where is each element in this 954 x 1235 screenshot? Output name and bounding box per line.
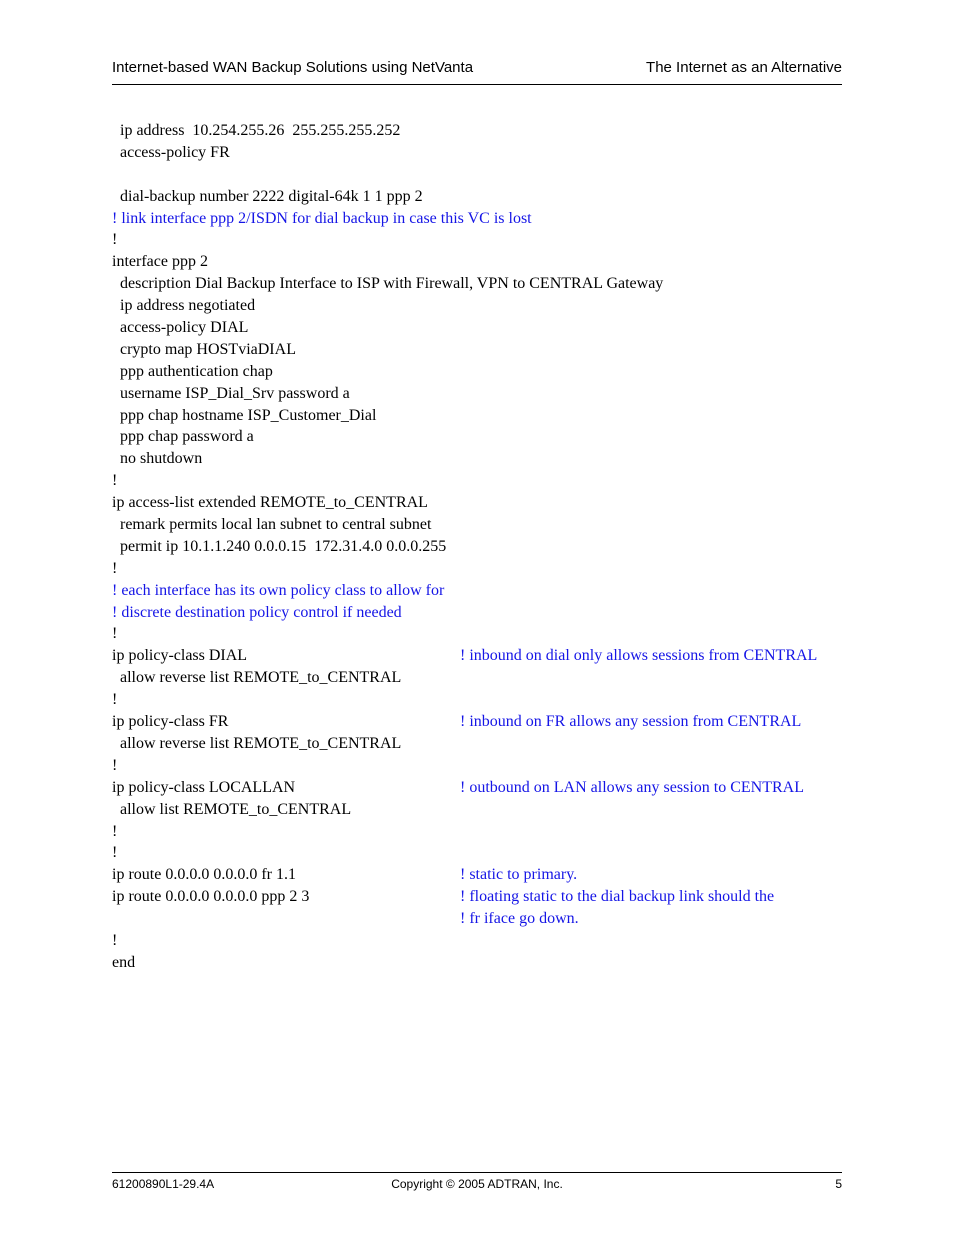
- config-text: !: [112, 756, 118, 774]
- config-text: username ISP_Dial_Srv password a: [120, 384, 350, 402]
- config-line: [112, 317, 852, 339]
- config-line: [112, 295, 852, 317]
- config-comment: [112, 602, 852, 624]
- config-text: remark permits local lan subnet to central subnet: [120, 516, 432, 534]
- config-line: [112, 755, 852, 777]
- inline-comment: ! static to primary.: [460, 866, 578, 884]
- config-text: allow reverse list REMOTE_to_CENTRAL: [120, 734, 402, 752]
- config-text: end: [112, 953, 136, 971]
- config-text: description Dial Backup Interface to ISP with Firewall, VPN to CENTRAL Gateway: [120, 275, 664, 293]
- config-text: ip route 0.0.0.0 0.0.0.0 fr 1.1: [112, 866, 296, 884]
- config-line: [112, 952, 852, 974]
- config-line: [112, 864, 852, 886]
- config-line: [112, 120, 852, 142]
- config-text: ! link interface ppp 2/ISDN for dial backup in case this VC is lost: [112, 209, 532, 227]
- footer-document-number: 61200890L1-29.4A: [112, 1177, 215, 1191]
- config-line: [112, 733, 852, 755]
- config-text: ip address 10.254.255.26 255.255.255.252: [120, 122, 401, 139]
- config-text: dial-backup number 2222 digital-64k 1 1 ppp 2: [120, 187, 423, 205]
- config-text: allow list REMOTE_to_CENTRAL: [120, 800, 352, 818]
- blank-line: [112, 164, 852, 186]
- config-text: allow reverse list REMOTE_to_CENTRAL: [120, 669, 402, 687]
- config-text: ! each interface has its own policy class to allow for: [112, 581, 445, 599]
- config-text: ppp authentication chap: [120, 362, 273, 380]
- footer-copyright: Copyright © 2005 ADTRAN, Inc.: [391, 1177, 563, 1191]
- config-text: ip address negotiated: [120, 297, 256, 315]
- config-line: [112, 339, 852, 361]
- config-line: [112, 383, 852, 405]
- config-text: !: [112, 625, 118, 643]
- config-text: ppp chap password a: [120, 428, 254, 446]
- config-text: ip route 0.0.0.0 0.0.0.0 ppp 2 3: [112, 888, 310, 906]
- config-line: [112, 821, 852, 843]
- config-text: ip policy-class DIAL: [112, 647, 248, 665]
- config-text: ! discrete destination policy control if needed: [112, 603, 402, 621]
- config-text: !: [112, 691, 118, 709]
- config-text: no shutdown: [120, 450, 203, 468]
- config-text: ppp chap hostname ISP_Customer_Dial: [120, 406, 377, 424]
- config-text: !: [112, 559, 118, 577]
- config-text: !: [112, 472, 118, 490]
- footer-page-number: 5: [835, 1177, 842, 1191]
- config-line: [112, 558, 852, 580]
- config-text: !: [112, 822, 118, 840]
- config-line: [112, 799, 852, 821]
- config-line: [112, 645, 852, 667]
- config-line: [112, 777, 852, 799]
- config-line: [112, 229, 852, 251]
- inline-comment: ! outbound on LAN allows any session to CENTRAL: [460, 778, 804, 796]
- config-comment: [112, 208, 852, 230]
- config-line: [112, 514, 852, 536]
- config-comment: [112, 580, 852, 602]
- config-text: crypto map HOSTviaDIAL: [120, 340, 296, 358]
- config-text: !: [112, 931, 118, 949]
- config-text: ip policy-class FR: [112, 713, 229, 731]
- inline-comment: ! inbound on dial only allows sessions from CENTRAL: [460, 647, 818, 665]
- config-line: [112, 470, 852, 492]
- config-line: [112, 842, 852, 864]
- inline-comment: ! fr iface go down.: [460, 910, 579, 928]
- header-document-title: Internet-based WAN Backup Solutions using NetVanta: [112, 59, 474, 76]
- config-text: ip policy-class LOCALLAN: [112, 778, 296, 796]
- config-line: [112, 273, 852, 295]
- config-text: access-policy DIAL: [120, 319, 249, 337]
- config-line: [112, 536, 852, 558]
- config-line: [112, 711, 852, 733]
- config-line: [112, 448, 852, 470]
- config-text: access-policy FR: [120, 143, 230, 161]
- config-line: [112, 886, 852, 908]
- config-line: [112, 251, 852, 273]
- config-line: [112, 667, 852, 689]
- config-text: ip access-list extended REMOTE_to_CENTRAL: [112, 494, 428, 512]
- config-line: [112, 930, 852, 952]
- config-text: interface ppp 2: [112, 253, 208, 271]
- config-line: [112, 361, 852, 383]
- config-line: [112, 405, 852, 427]
- page-header: [112, 58, 842, 85]
- config-line: [112, 426, 852, 448]
- page-footer: [112, 1172, 842, 1191]
- header-section-title: The Internet as an Alternative: [646, 59, 842, 76]
- config-text: permit ip 10.1.1.240 0.0.0.15 172.31.4.0 0.0.0.255: [120, 537, 447, 555]
- inline-comment: ! inbound on FR allows any session from CENTRAL: [460, 713, 802, 731]
- inline-comment: ! floating static to the dial backup link should the: [460, 888, 775, 906]
- config-text: !: [112, 231, 118, 249]
- config-line: [112, 142, 852, 164]
- config-text: !: [112, 844, 118, 862]
- config-line: [112, 908, 852, 930]
- config-line: [112, 492, 852, 514]
- config-listing: [112, 120, 852, 974]
- config-line: [112, 186, 852, 208]
- config-line: [112, 623, 852, 645]
- config-line: [112, 689, 852, 711]
